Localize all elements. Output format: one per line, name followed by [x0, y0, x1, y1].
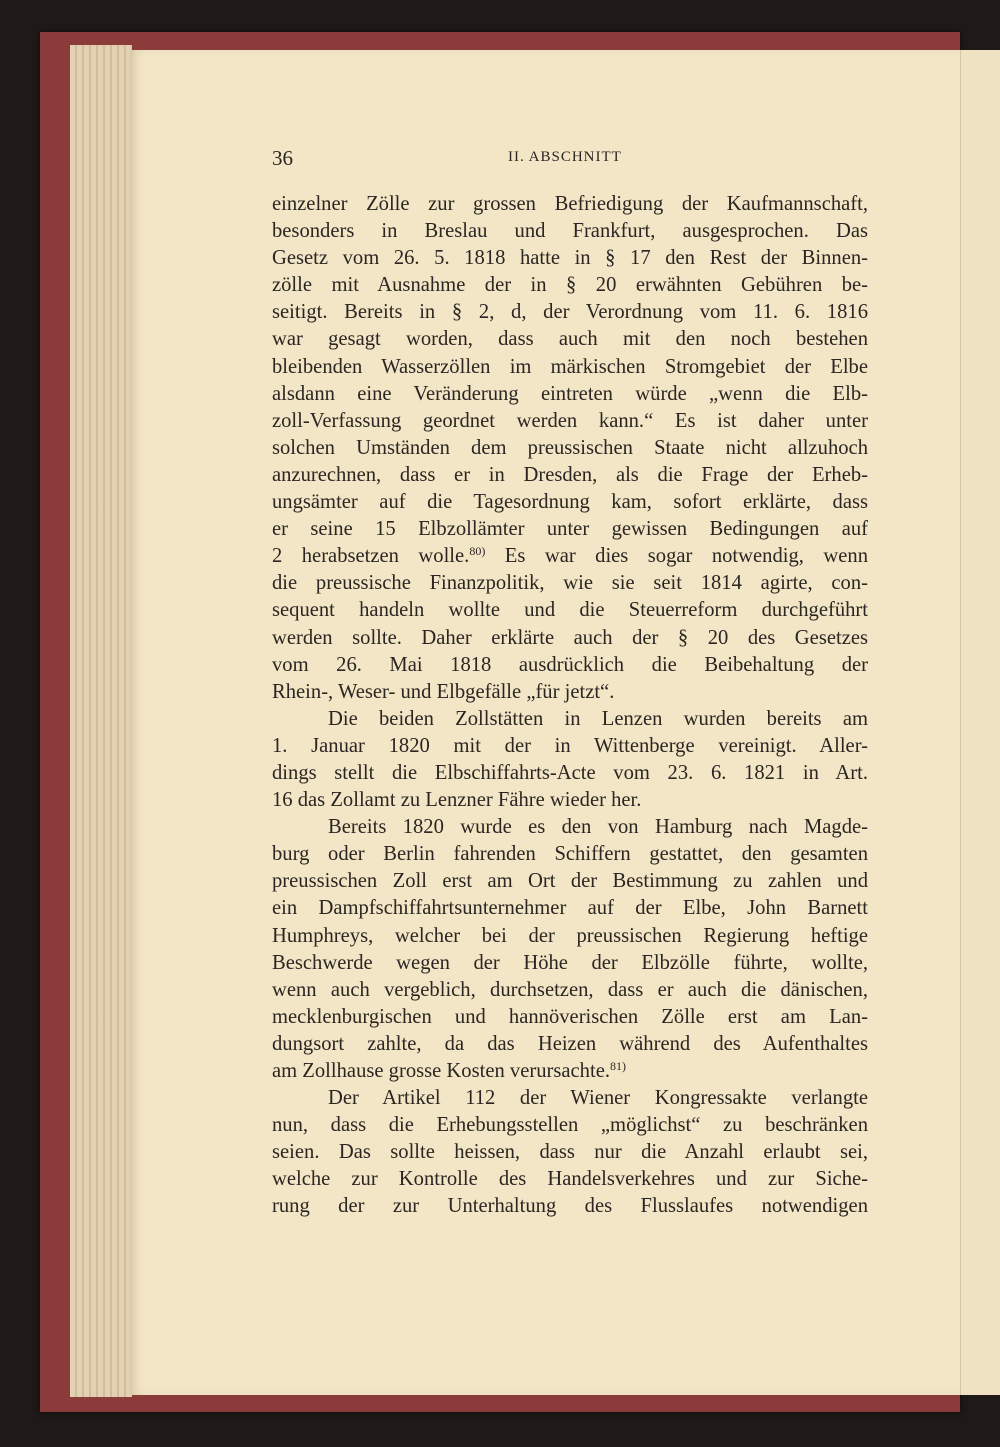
line-text: mecklenburgischen und hannöverischen Zölle erst am Lan- [272, 1005, 868, 1028]
text-line [272, 1139, 868, 1166]
line-text: zoll-Verfassung geordnet werden kann.“ Es ist daher unter [272, 409, 868, 432]
line-text: nun, dass die Erhebungsstellen „möglichst“ zu beschränken [272, 1114, 868, 1137]
line-text: Gesetz vom 26. 5. 1818 hatte in § 17 den Rest der Binnen- [272, 247, 868, 270]
text-line [272, 923, 868, 950]
text-line [272, 597, 868, 624]
text-line [272, 408, 868, 435]
text-line [272, 489, 868, 516]
text-line [272, 462, 868, 489]
text-line [272, 381, 868, 408]
line-text: Der Artikel 112 der Wiener Kongressakte verlangte [328, 1087, 868, 1110]
line-text: dungsort zahlte, da das Heizen während des Aufenthaltes [272, 1032, 868, 1055]
next-page-edge [960, 50, 1000, 1395]
text-line [272, 679, 868, 706]
text-line [272, 733, 868, 760]
text-line [272, 760, 868, 787]
line-text: rung der zur Unterhaltung des Flusslaufes notwendigen [272, 1195, 868, 1218]
text-line [272, 950, 868, 977]
line-text: 16 das Zollamt zu Lenzner Fähre wieder her. [272, 789, 642, 812]
text-line [272, 516, 868, 543]
line-text: war gesagt worden, dass auch mit den noch bestehen [272, 328, 868, 351]
line-text: er seine 15 Elbzollämter unter gewissen Bedingungen auf [272, 518, 868, 541]
line-text: preussischen Zoll erst am Ort der Bestimmung zu zahlen und [272, 870, 868, 893]
text-line [272, 895, 868, 922]
text-line [272, 218, 868, 245]
line-text: burg oder Berlin fahrenden Schiffern gestattet, den gesamten [272, 843, 868, 866]
text-line [272, 841, 868, 868]
line-text: sequent handeln wollte und die Steuerreform durchgeführt [272, 599, 868, 622]
text-line [272, 1166, 868, 1193]
text-line [272, 1031, 868, 1058]
line-text: Rhein-, Weser- und Elbgefälle „für jetzt“. [272, 680, 615, 703]
line-text: werden sollte. Daher erklärte auch der § 20 des Gesetzes [272, 626, 868, 649]
line-text: ein Dampfschiffahrtsunternehmer auf der Elbe, John Barnett [272, 897, 868, 920]
text-line [272, 977, 868, 1004]
text-line [272, 570, 868, 597]
text-line [272, 706, 868, 733]
line-text: welche zur Kontrolle des Handelsverkehres und zur Siche- [272, 1168, 868, 1191]
line-text: 2 herabsetzen wolle. [272, 545, 470, 568]
line-text: zölle mit Ausnahme der in § 20 erwähnten Gebühren be- [272, 274, 868, 297]
line-text: Bereits 1820 wurde es den von Hamburg nach Magde- [328, 816, 868, 839]
text-line [272, 1112, 868, 1139]
body-text [272, 191, 868, 1221]
text-line [272, 787, 868, 814]
line-text: am Zollhause grosse Kosten verursachte. [272, 1060, 610, 1082]
text-line [272, 245, 868, 272]
line-text: einzelner Zölle zur grossen Befriedigung der Kaufmannschaft, [272, 193, 868, 215]
line-text: wenn auch vergeblich, durchsetzen, dass er auch die dänischen, [272, 978, 868, 1001]
text-line [272, 1058, 868, 1085]
text-line [272, 625, 868, 652]
page-number: 36 [272, 146, 293, 170]
text-line [272, 1004, 868, 1031]
text-line [272, 435, 868, 462]
line-text: ungsämter auf die Tagesordnung kam, sofort erklärte, dass [272, 491, 868, 514]
line-text: solchen Umständen dem preussischen Staate nicht allzuhoch [272, 436, 868, 459]
text-line [272, 868, 868, 895]
text-line [272, 652, 868, 679]
line-text: Die beiden Zollstätten in Lenzen wurden bereits am [328, 707, 868, 730]
line-text: anzurechnen, dass er in Dresden, als die Frage der Erheb- [272, 463, 868, 486]
line-text: besonders in Breslau und Frankfurt, ausgesprochen. Das [272, 220, 868, 243]
line-text: Beschwerde wegen der Höhe der Elbzölle führte, wollte, [272, 951, 868, 974]
line-text: seitigt. Bereits in § 2, d, der Verordnung vom 11. 6. 1816 [272, 301, 868, 324]
line-text-after: Es war dies sogar notwendig, wenn [485, 545, 868, 568]
line-text: bleibenden Wasserzöllen im märkischen Stromgebiet der Elbe [272, 355, 868, 378]
line-text: dings stellt die Elbschiffahrts-Acte vom 23. 6. 1821 in Art. [272, 761, 868, 784]
page-header [272, 146, 868, 172]
line-text: alsdann eine Veränderung eintreten würde „wenn die Elb- [272, 382, 868, 405]
line-text: 1. Januar 1820 mit der in Wittenberge vereinigt. Aller- [272, 734, 868, 757]
text-line [272, 191, 868, 218]
line-text: Humphreys, welcher bei der preussischen Regierung heftige [272, 924, 868, 947]
text-line [272, 814, 868, 841]
text-line [272, 299, 868, 326]
text-line [272, 354, 868, 381]
text-line [272, 326, 868, 353]
line-text: vom 26. Mai 1818 ausdrücklich die Beibehaltung der [272, 653, 868, 676]
text-line [272, 1193, 868, 1220]
running-head: II. ABSCHNITT [508, 149, 622, 165]
page-edges [70, 45, 132, 1397]
footnote-ref: 80) [469, 544, 486, 559]
footnote-ref: 81) [609, 1059, 626, 1073]
line-text: die preussische Finanzpolitik, wie sie seit 1814 agirte, con- [272, 572, 868, 595]
text-line [272, 272, 868, 299]
text-line [272, 1085, 868, 1112]
text-line [272, 543, 868, 570]
line-text: seien. Das sollte heissen, dass nur die Anzahl erlaubt sei, [272, 1141, 868, 1164]
